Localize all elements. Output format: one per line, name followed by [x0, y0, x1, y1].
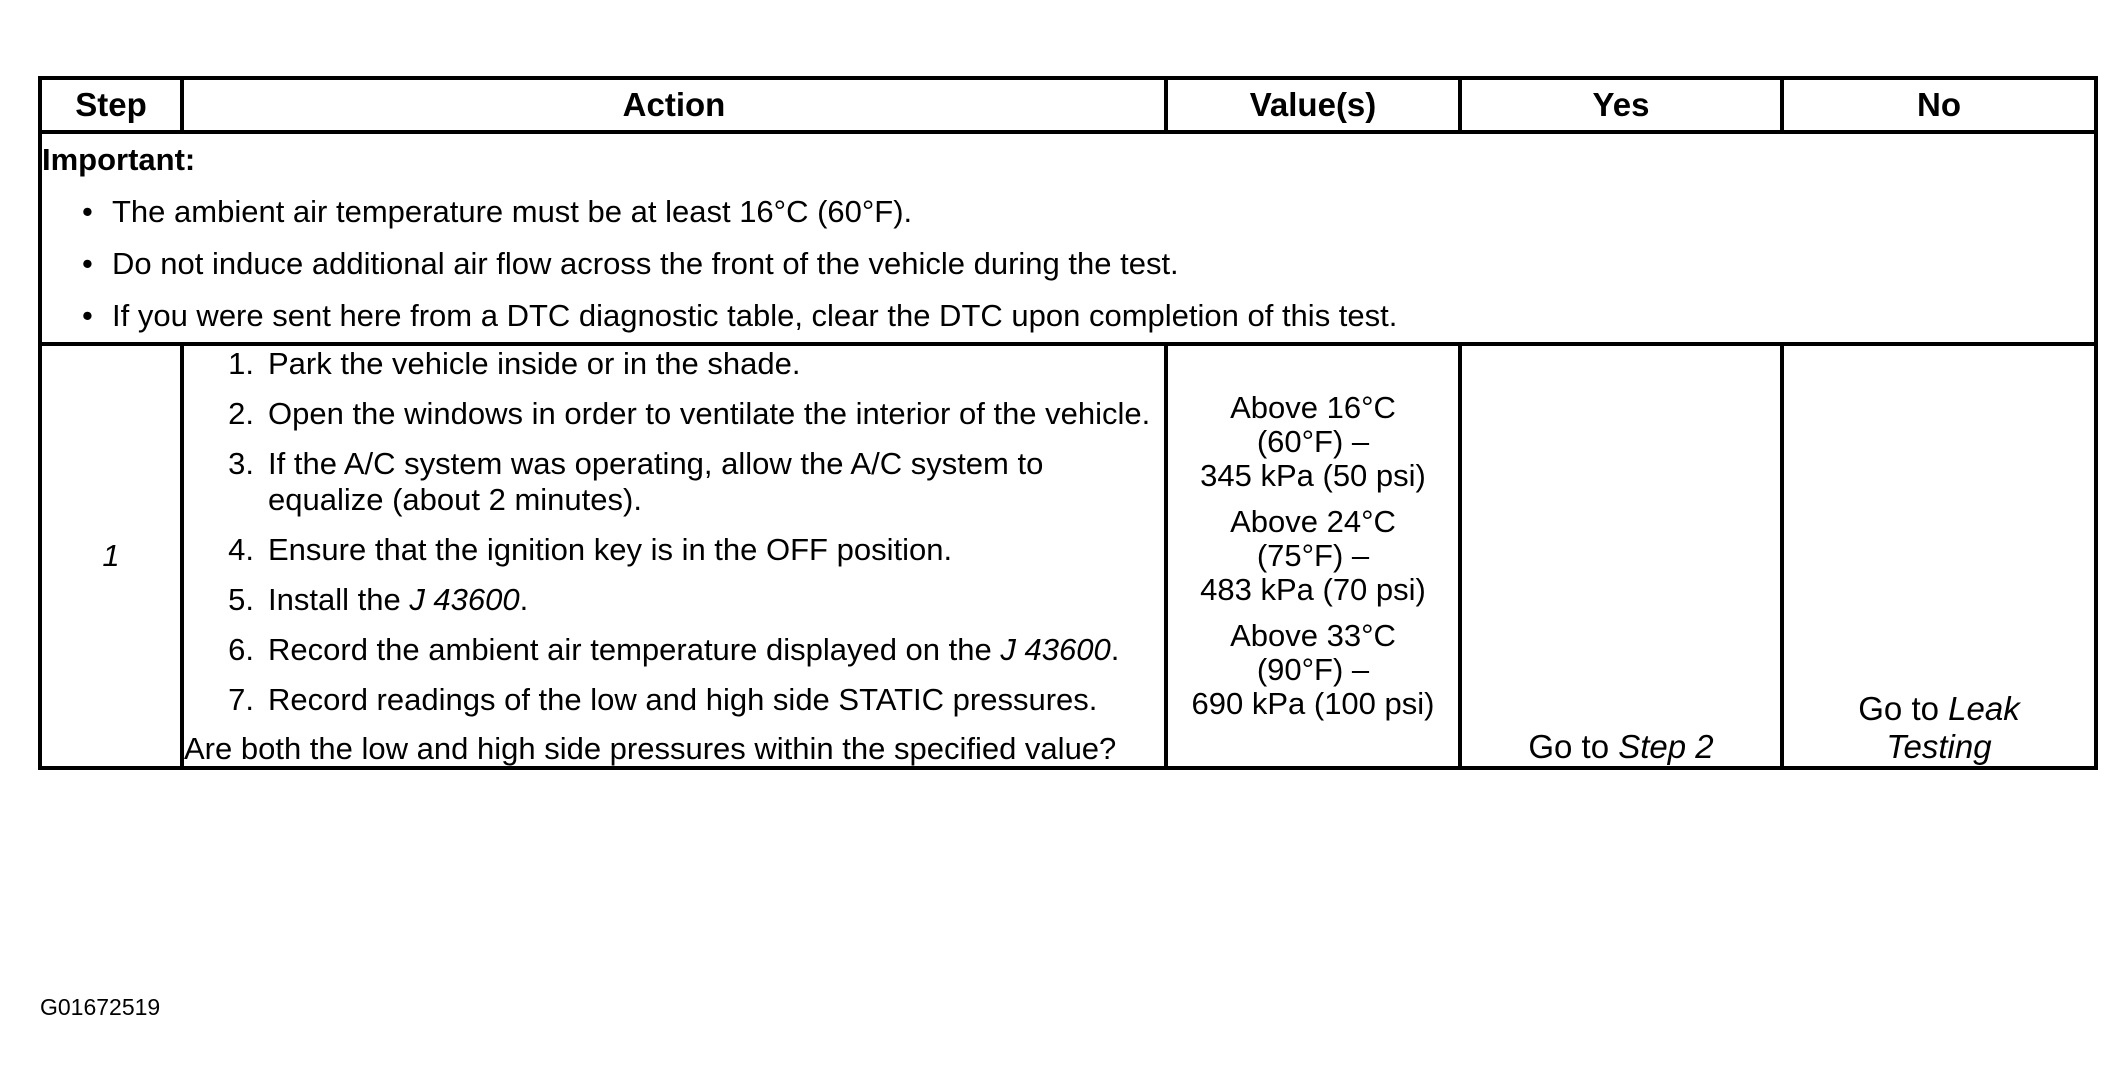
action-item-text: . [1110, 632, 1120, 667]
action-list [184, 346, 1164, 718]
diagnostic-table-container [38, 76, 2094, 770]
action-item [184, 446, 1164, 518]
value-pressure: 690 kPa (100 psi) [1191, 686, 1435, 721]
action-item-number: 7. [228, 682, 254, 717]
action-item-text: Open the windows in order to ventilate the interior of the vehicle. [268, 396, 1151, 431]
tool-reference: J 43600 [1000, 632, 1111, 667]
tool-reference: J 43600 [409, 582, 520, 617]
important-row [40, 132, 2096, 344]
value-entry [1168, 619, 1458, 721]
action-item [184, 346, 1164, 382]
action-item-text: Record the ambient air temperature displayed on the [268, 632, 1001, 667]
important-heading: Important: [42, 142, 196, 177]
yes-prefix: Go to [1528, 728, 1619, 765]
action-item-text: . [519, 582, 529, 617]
value-temp-f: (60°F) – [1256, 424, 1370, 459]
step-action-cell [182, 344, 1166, 768]
no-target-link[interactable]: Leak [1948, 690, 2020, 727]
step-number: 1 [40, 344, 182, 768]
action-item-text: Park the vehicle inside or in the shade. [268, 346, 801, 381]
action-item [184, 632, 1164, 668]
diagnostic-table [38, 76, 2098, 770]
step-row [40, 344, 2096, 768]
action-item-text: Install the [268, 582, 410, 617]
action-item [184, 532, 1164, 568]
important-notice [40, 132, 2096, 344]
action-item-number: 1. [228, 346, 254, 381]
action-item [184, 582, 1164, 618]
action-item [184, 682, 1164, 718]
yes-target-link[interactable]: Step 2 [1618, 728, 1714, 765]
important-bullet: • The ambient air temperature must be at least 16°C (60°F). [112, 186, 2094, 238]
table-header-row [40, 78, 2096, 132]
action-item-number: 2. [228, 396, 254, 431]
action-item-number: 5. [228, 582, 254, 617]
value-temp: Above 24°C [1230, 504, 1396, 539]
header-yes: Yes [1460, 78, 1782, 132]
important-bullet: • Do not induce additional air flow across the front of the vehicle during the test. [112, 238, 2094, 290]
action-item-text: If the A/C system was operating, allow the A/C system to equalize (about 2 minutes). [268, 446, 1044, 517]
action-item-text: Record readings of the low and high side STATIC pressures. [268, 682, 1098, 717]
value-entry [1168, 505, 1458, 607]
header-no: No [1782, 78, 2096, 132]
header-action: Action [182, 78, 1166, 132]
step-no-cell [1782, 344, 2096, 768]
step-question: Are both the low and high side pressures within the specified value? [184, 731, 1117, 766]
value-pressure: 345 kPa (50 psi) [1200, 458, 1426, 493]
step-values-cell [1166, 344, 1460, 768]
action-item-number: 6. [228, 632, 254, 667]
value-entry [1168, 391, 1458, 493]
header-values: Value(s) [1166, 78, 1460, 132]
value-temp-f: (75°F) – [1256, 538, 1370, 573]
header-step: Step [40, 78, 182, 132]
important-bullets [42, 186, 2094, 342]
action-item-number: 3. [228, 446, 254, 481]
no-prefix: Go to [1858, 690, 1949, 727]
step-yes-cell [1460, 344, 1782, 768]
action-item [184, 396, 1164, 432]
value-temp-f: (90°F) – [1256, 652, 1370, 687]
action-item-text: Ensure that the ignition key is in the OFF position. [268, 532, 953, 567]
figure-id: G01672519 [40, 994, 161, 1020]
value-temp: Above 16°C [1230, 390, 1396, 425]
no-target-link-line2[interactable]: Testing [1886, 728, 1992, 765]
action-item-number: 4. [228, 532, 254, 567]
value-pressure: 483 kPa (70 psi) [1200, 572, 1426, 607]
important-bullet: • If you were sent here from a DTC diagnostic table, clear the DTC upon completion of this test. [112, 290, 2094, 342]
value-temp: Above 33°C [1230, 618, 1396, 653]
